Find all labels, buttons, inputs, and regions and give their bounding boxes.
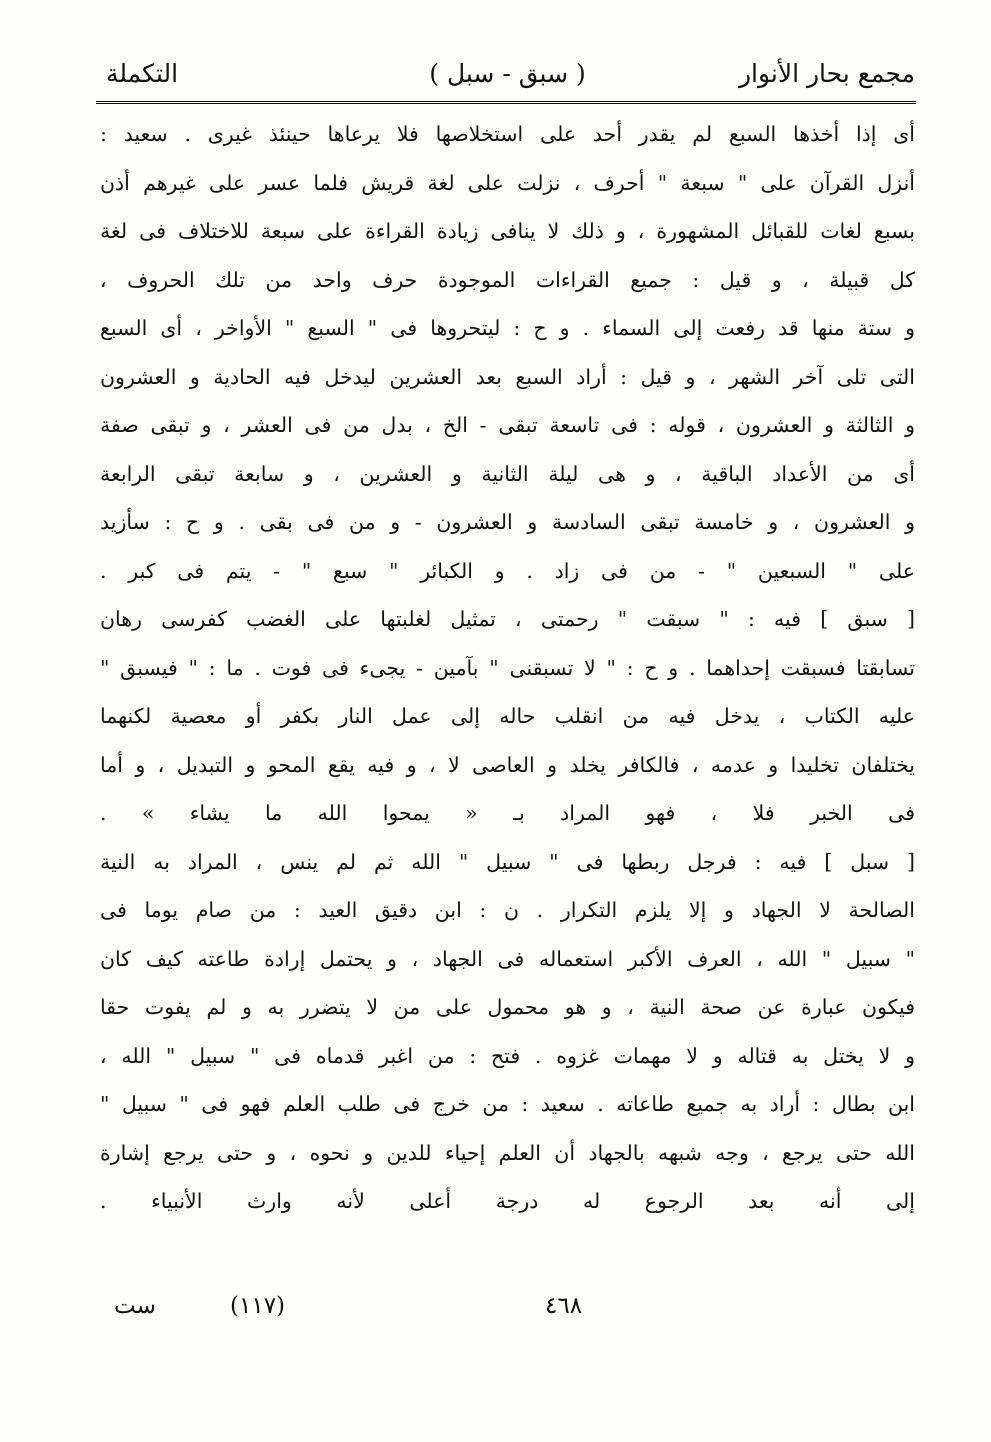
supplement-label: التكملة	[106, 59, 179, 88]
text-line: بسبع لغات للقبائل المشهورة ، و ذلك لا ينافى زيادة القراءة على سبعة للاختلاف فى لغة	[100, 219, 915, 243]
text-line: [ سبق ] فيه : " سبقت " رحمتى ، تمثيل لغلبتها على الغضب كفرسى رهان	[100, 607, 915, 631]
text-line: تسابقتا فسبقت إحداهما . و ح : " لا تسبقنى " بآمين - يجىء فى فوت . ما : " فيسبق "	[100, 655, 915, 680]
signature-mark: ست	[114, 1293, 156, 1319]
text-line: أنزل القرآن على " سبعة " أحرف ، نزلت على لغة قريش فلما عسر على غيرهم أذن	[100, 170, 915, 195]
paragraph	[100, 110, 915, 595]
text-line: الله حتى يرجع ، وجه شبهه بالجهاد أن العلم إحياء للدين و نحوه ، و حتى يرجع إشارة	[100, 1140, 915, 1165]
text-line: [ سبل ] فيه : فرجل ربطها فى " سبيل " الله ثم لم ينس ، المراد به النية	[100, 849, 915, 874]
text-line: فى الخبر فلا ، فهو المراد بـ « يمحوا الله ما يشاء » .	[100, 801, 915, 825]
header-rule	[96, 101, 916, 104]
text-line: التى تلى آخر الشهر ، و قيل : أراد السبع بعد العشرين ليدخل فيه الحادية و العشرون	[100, 364, 915, 389]
book-title: مجمع بحار الأنوار	[738, 59, 915, 88]
text-line: و الثالثة و العشرون ، قوله : فى تاسعة تبقى - الخ ، بدل من فى العشر ، و تبقى صفة	[100, 413, 915, 437]
text-line: يختلفان تخليدا و عدمه ، فالكافر يخلد و العاصى لا ، و فيه يقع المحو و التبديل ، و أما	[100, 752, 915, 777]
text-line: كل قبيلة ، و قيل : جميع القراءات الموجودة حرف واحد من تلك الحروف ،	[100, 267, 915, 292]
page-number: ٤٦٨	[545, 1293, 583, 1319]
text-line: الصالحة لا الجهاد و إلا يلزم التكرار . ن : ابن دقيق العيد : من صام يوما فى	[100, 898, 915, 922]
body-text	[100, 110, 915, 1226]
text-line: إلى أنه بعد الرجوع له درجة أعلى لأنه وارث الأنبياء .	[100, 1189, 915, 1213]
text-line: فيكون عبارة عن صحة النية ، و هو محمول على من لا يتضرر به و لم يفوت حقا	[100, 995, 915, 1019]
paragraph	[100, 595, 915, 838]
page-footer	[100, 1288, 915, 1328]
text-line: و لا يختل به قتاله و لا مهمات غزوه . فتح : من اغبر قدماه فى " سبيل " الله ،	[100, 1043, 915, 1068]
text-line: " سبيل " الله ، العرف الأكبر استعماله فى الجهاد ، و يحتمل إرادة طاعته كيف كان	[100, 946, 915, 971]
text-line: أى من الأعداد الباقية ، و هى ليلة الثانية و العشرين ، و سابعة تبقى الرابعة	[100, 461, 915, 486]
running-header	[100, 52, 915, 96]
text-line: و ستة منها قد رفعت إلى السماء . و ح : ليتحروها فى " السبع " الأواخر ، أى السبع	[100, 316, 915, 340]
paragraph	[100, 838, 915, 1226]
text-line: ابن بطال : أراد به جميع طاعاته . سعيد : من خرج فى طلب العلم فهو فى " سبيل "	[100, 1092, 915, 1116]
text-line: على " السبعين " - من فى زاد . و الكبائر " سبع " - يتم فى كبر .	[100, 558, 915, 583]
text-line: أى إذا أخذها السبع لم يقدر أحد على استخلاصها فلا يرعاها حينئذ غيرى . سعيد :	[100, 122, 915, 146]
text-line: و العشرون ، و خامسة تبقى السادسة و العشرون - و من فى بقى . و ح : سأزيد	[100, 510, 915, 534]
section-title: ( سبق - سبل )	[429, 59, 586, 88]
volume-number: (١١٧)	[230, 1293, 286, 1319]
text-line: عليه الكتاب ، يدخل فيه من انقلب حاله إلى عمل النار بكفر أو معصية لكنهما	[100, 704, 915, 728]
